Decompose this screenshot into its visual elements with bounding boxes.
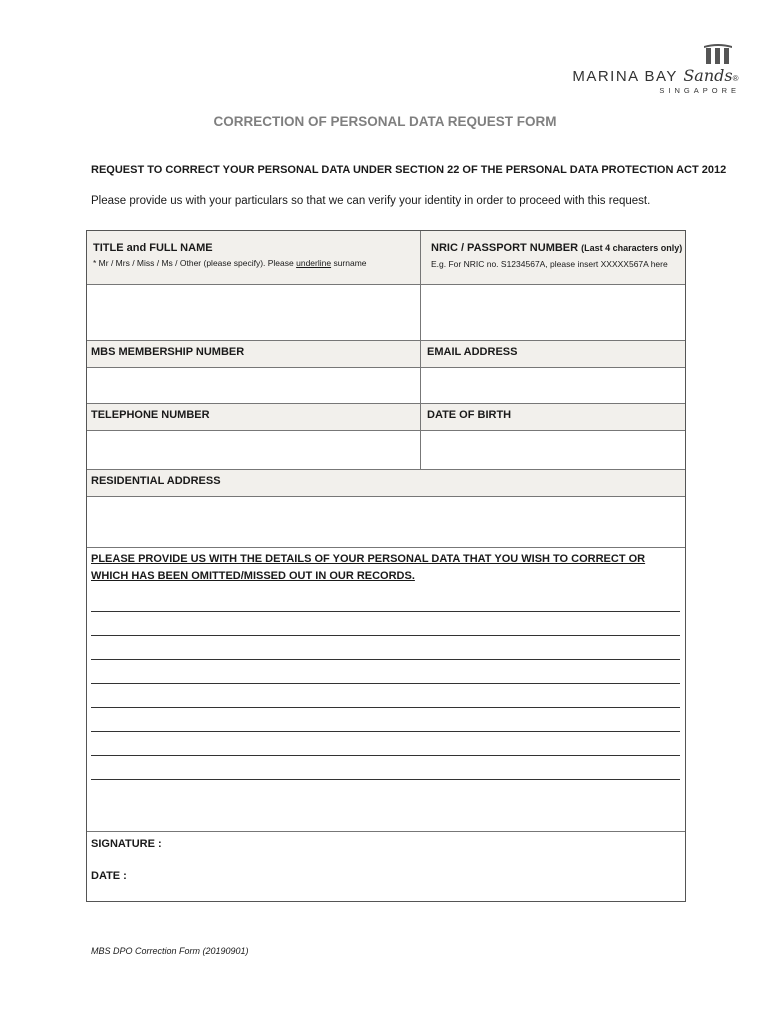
divider: [87, 340, 685, 341]
divider: [87, 496, 685, 497]
intro-text: Please provide us with your particulars so that we can verify your identity in order to proceed with this request.: [91, 195, 651, 207]
membership-label: MBS MEMBERSHIP NUMBER: [91, 346, 245, 358]
details-write-line[interactable]: [91, 755, 680, 756]
sands-towers-icon: [704, 44, 732, 64]
title-name-note: * Mr / Mrs / Miss / Ms / Other (please specify). Please underline surname: [93, 258, 367, 268]
divider: [87, 284, 685, 285]
title-name-label: TITLE and FULL NAME: [93, 242, 213, 254]
divider: [87, 469, 685, 470]
email-label: EMAIL ADDRESS: [427, 346, 518, 358]
form-footer: MBS DPO Correction Form (20190901): [91, 946, 249, 956]
divider: [87, 403, 685, 404]
marina-bay-sands-logo: [554, 44, 754, 96]
request-form-table: [86, 230, 686, 902]
dob-label: DATE OF BIRTH: [427, 409, 512, 421]
form-title: CORRECTION OF PERSONAL DATA REQUEST FORM: [213, 114, 557, 129]
details-write-line[interactable]: [91, 779, 680, 780]
details-write-line[interactable]: [91, 659, 680, 660]
divider: [87, 547, 685, 548]
title-name-input-cell[interactable]: [87, 284, 420, 340]
details-write-line[interactable]: [91, 731, 680, 732]
divider: [87, 831, 685, 832]
membership-input-cell[interactable]: [87, 367, 420, 403]
nric-input-cell[interactable]: [421, 284, 685, 340]
signature-input-cell[interactable]: [167, 833, 683, 857]
telephone-label: TELEPHONE NUMBER: [91, 409, 210, 421]
signature-label: SIGNATURE :: [91, 838, 162, 850]
details-write-line[interactable]: [91, 707, 680, 708]
address-input-cell[interactable]: [87, 496, 685, 547]
details-write-line[interactable]: [91, 611, 680, 612]
details-write-line[interactable]: [91, 683, 680, 684]
divider: [87, 430, 685, 431]
nric-note: E.g. For NRIC no. S1234567A, please insert XXXXX567A here: [431, 259, 668, 269]
telephone-input-cell[interactable]: [87, 430, 420, 469]
column-divider: [420, 231, 421, 469]
divider: [87, 367, 685, 368]
nric-label: NRIC / PASSPORT NUMBER (Last 4 characters only): [431, 242, 683, 254]
dob-input-cell[interactable]: [421, 430, 685, 469]
logo-subtitle: SINGAPORE: [659, 86, 740, 95]
form-subheading: REQUEST TO CORRECT YOUR PERSONAL DATA UNDER SECTION 22 OF THE PERSONAL DATA PROTECTION ACT 2012: [91, 164, 727, 176]
email-input-cell[interactable]: [421, 367, 685, 403]
details-heading: PLEASE PROVIDE US WITH THE DETAILS OF YOUR PERSONAL DATA THAT YOU WISH TO CORRECT OR WHICH HAS BEEN OMITTED/MISSED OUT IN OUR RECORDS.: [91, 553, 646, 582]
address-label: RESIDENTIAL ADDRESS: [91, 475, 221, 487]
date-input-cell[interactable]: [137, 865, 683, 889]
date-label: DATE :: [91, 870, 127, 882]
details-write-line[interactable]: [91, 635, 680, 636]
logo-wordmark: MARINA BAY Sands®: [572, 66, 740, 85]
